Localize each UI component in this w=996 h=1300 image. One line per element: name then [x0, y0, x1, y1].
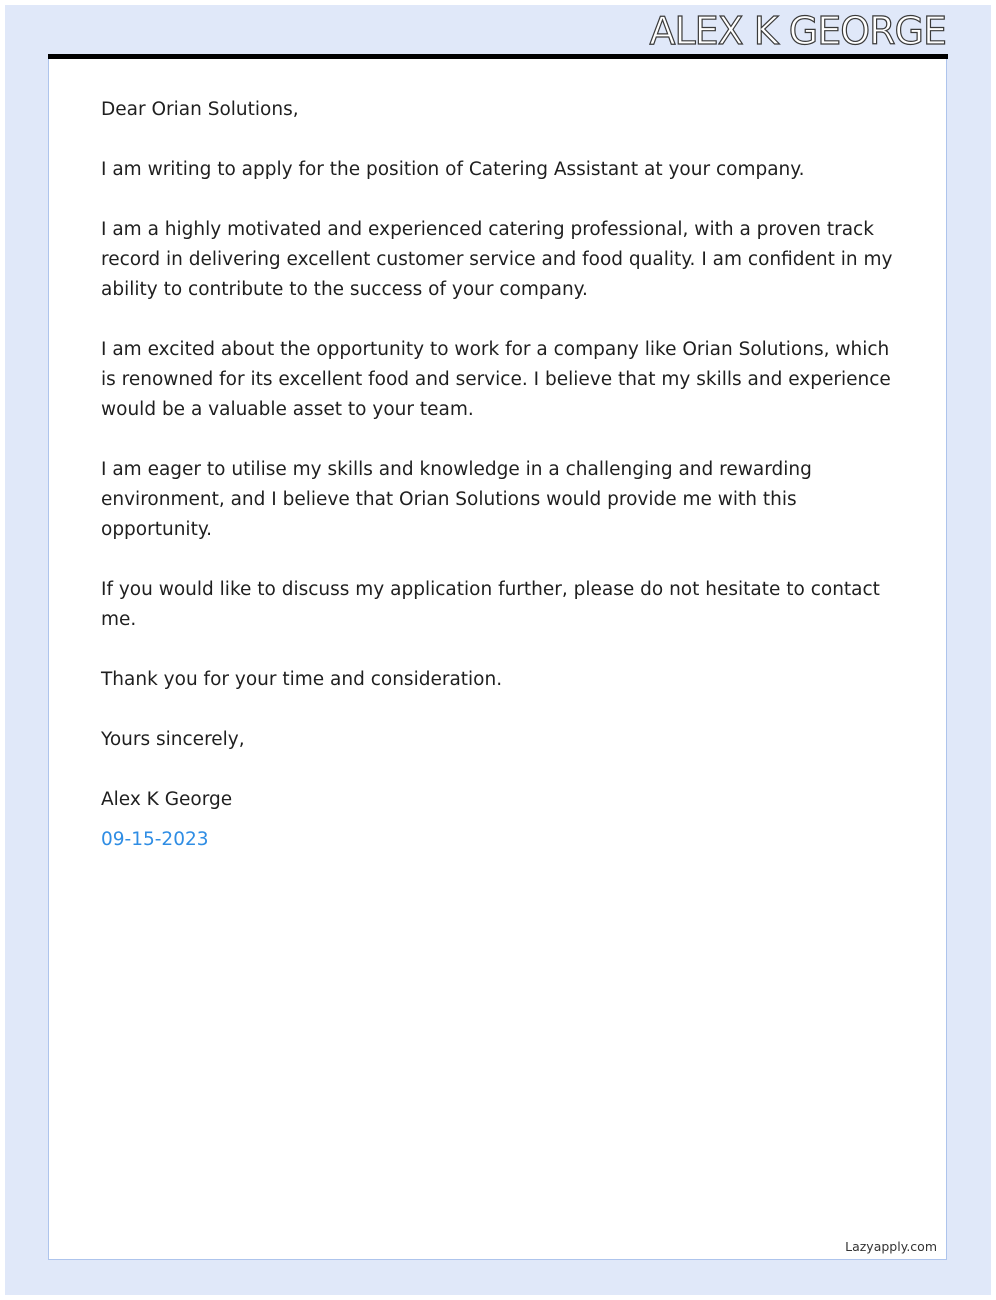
applicant-name-header: ALEX K GEORGE: [649, 9, 946, 53]
letter-page: [48, 55, 947, 1260]
paragraph-6: Thank you for your time and consideration.: [101, 669, 503, 690]
paragraph-3: I am excited about the opportunity to work for a company like Orian Solutions, which is renowned for its excellent food and service. I believe that my skills and experience would be a valuable asset to your team.: [101, 339, 891, 420]
paragraph-4: I am eager to utilise my skills and knowledge in a challenging and rewarding environment, and I believe that Orian Solutions would provide me with this opportunity.: [101, 459, 812, 540]
paragraph-5: If you would like to discuss my application further, please do not hesitate to contact me.: [101, 579, 880, 630]
closing: Yours sincerely,: [101, 729, 245, 750]
signature: Alex K George: [101, 789, 233, 810]
footer-watermark: Lazyapply.com: [845, 1239, 937, 1254]
header-rule: [48, 54, 948, 59]
letter-date: 09-15-2023: [101, 829, 209, 850]
letter-body: [101, 95, 901, 885]
paragraph-1: I am writing to apply for the position of Catering Assistant at your company.: [101, 159, 805, 180]
salutation: Dear Orian Solutions,: [101, 99, 299, 120]
paragraph-2: I am a highly motivated and experienced catering professional, with a proven track record in delivering excellent customer service and food quality. I am confident in my ability to contribute to the success of your company.: [101, 219, 893, 300]
